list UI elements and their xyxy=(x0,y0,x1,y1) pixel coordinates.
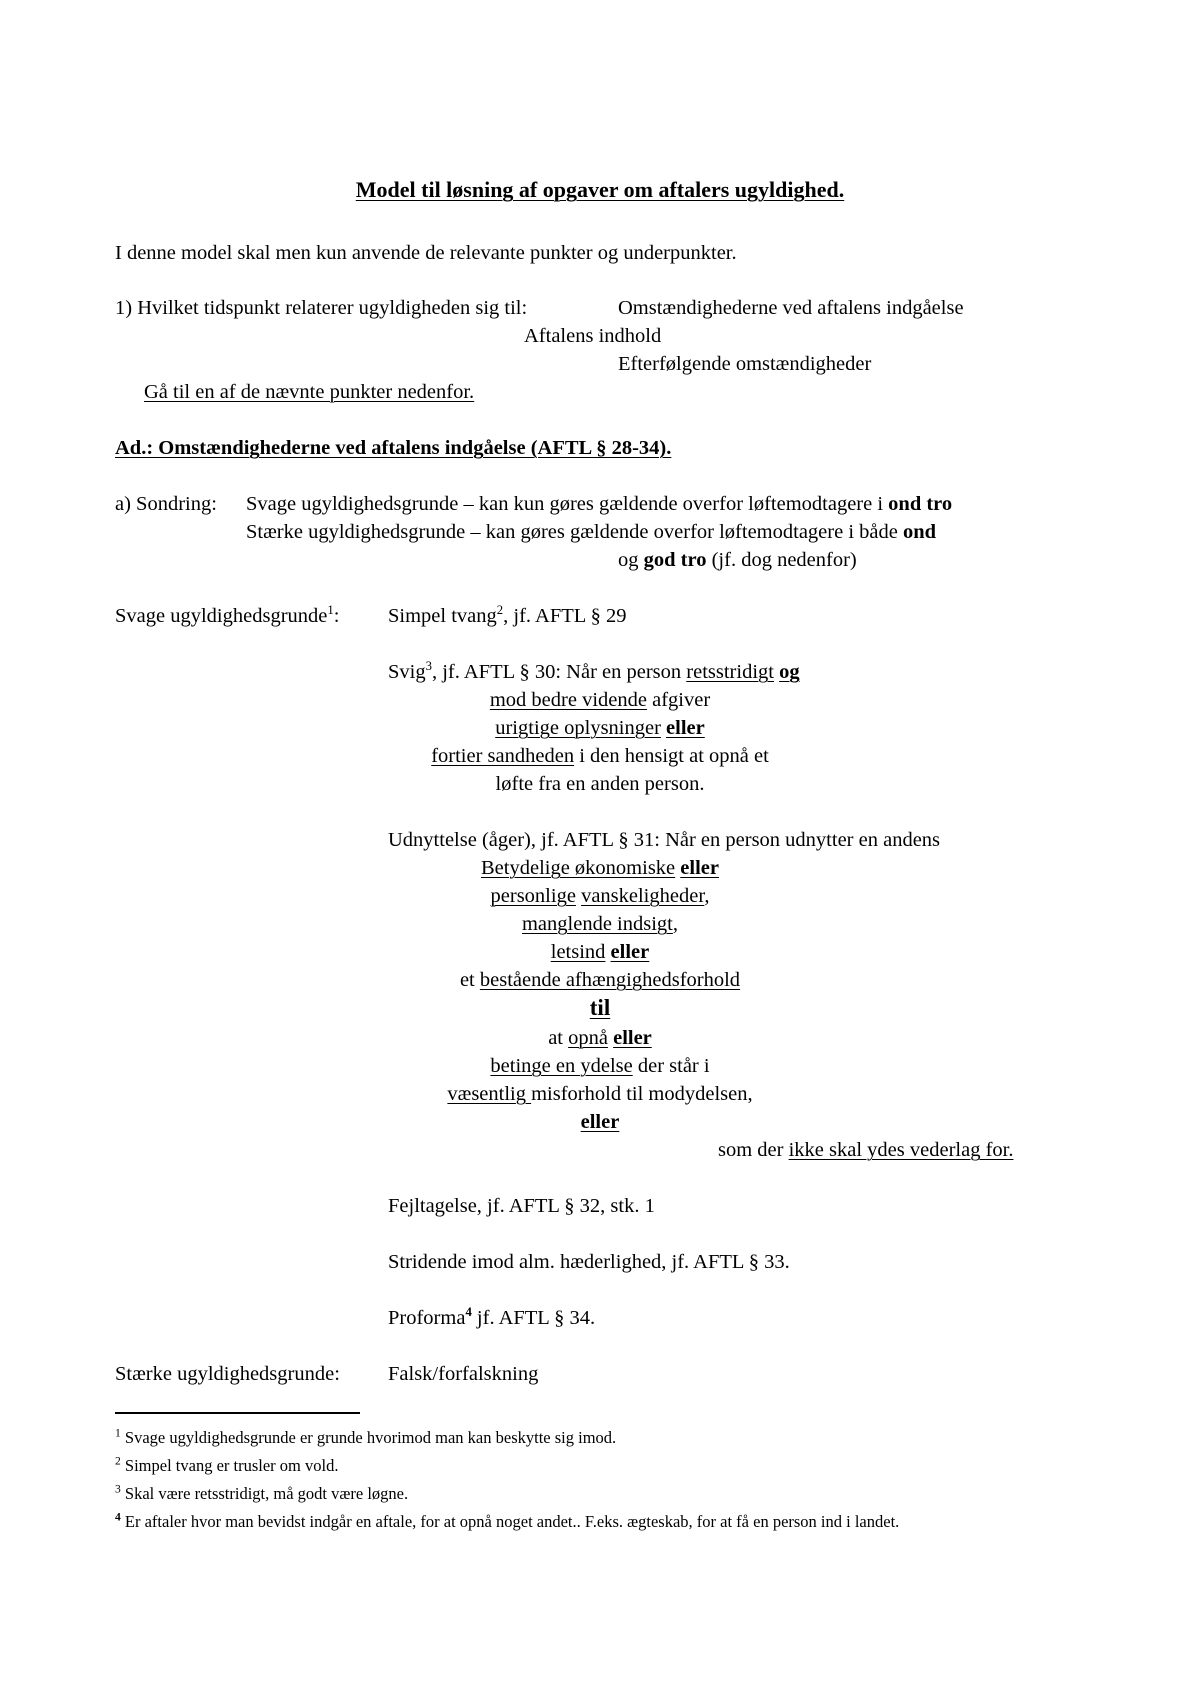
sondring-line-2: Stærke ugyldighedsgrunde – kan gøres gældende overfor løftemodtagere i både ond xyxy=(246,521,937,543)
svage-label: Svage ugyldighedsgrunde$^1$: xyxy=(115,603,340,627)
fejltagelse: Fejltagelse, jf. AFTL § 32, stk. 1 xyxy=(388,1195,655,1217)
udnyttelse-line-8: at opnå eller xyxy=(548,1027,652,1049)
footnote-1: $^1$ Svage ugyldighedsgrunde er grunde hvorimod man kan beskytte sig imod. xyxy=(115,1427,617,1447)
proforma: Proforma$^4$ jf. AFTL § 34. xyxy=(388,1305,596,1329)
intro-text: I denne model skal men kun anvende de relevante punkter og underpunkter. xyxy=(115,242,737,264)
udnyttelse-line-4: manglende indsigt, xyxy=(521,913,678,935)
sondring-line-3: og god tro (jf. dog nedenfor) xyxy=(618,549,857,571)
q1-label: 1) Hvilket tidspunkt relaterer ugyldigheden sig til: xyxy=(115,297,528,319)
simpel-tvang: Simpel tvang$^2$, jf. AFTL § 29 xyxy=(388,603,627,627)
udnyttelse-line-7: til xyxy=(589,995,611,1020)
document-title: Model til løsning af opgaver om aftalers ugyldighed. xyxy=(355,177,845,202)
udnyttelse-line-10: væsentlig misforhold til modydelsen, xyxy=(447,1083,753,1105)
footnote-3: $^3$ Skal være retsstridigt, må godt være løgne. xyxy=(115,1483,409,1503)
udnyttelse-line-12: som der ikke skal ydes vederlag for. xyxy=(718,1139,1014,1161)
svig-line-2: mod bedre vidende afgiver xyxy=(489,689,711,711)
stridende: Stridende imod alm. hæderlighed, jf. AFTL § 33. xyxy=(388,1251,790,1273)
staerke-label: Stærke ugyldighedsgrunde: xyxy=(115,1363,340,1385)
q1-option-2: Aftalens indhold xyxy=(524,325,662,347)
udnyttelse-line-6: et bestående afhængighedsforhold xyxy=(459,969,741,991)
footnote-separator xyxy=(115,1412,360,1414)
svig-line-4: fortier sandheden i den hensigt at opnå et xyxy=(431,745,769,767)
staerke-value: Falsk/forfalskning xyxy=(388,1363,539,1385)
section-heading: Ad.: Omstændighederne ved aftalens indgåelse (AFTL § 28-34). xyxy=(115,437,672,459)
sondring-label: a) Sondring: xyxy=(115,493,217,515)
udnyttelse-line-9: betinge en ydelse der står i xyxy=(490,1055,710,1077)
svig-line-3: urigtige oplysninger eller xyxy=(495,717,705,739)
q1-option-1: Omstændighederne ved aftalens indgåelse xyxy=(618,297,964,319)
sondring-line-1: Svage ugyldighedsgrunde – kan kun gøres gældende overfor løftemodtagere i ond tro xyxy=(246,493,953,515)
udnyttelse-line-3: personlige vanskeligheder, xyxy=(490,885,710,907)
udnyttelse-line-2: Betydelige økonomiske eller xyxy=(481,857,719,879)
q1-goto-instruction: Gå til en af de nævnte punkter nedenfor. xyxy=(144,381,475,403)
footnote-2: $^2$ Simpel tvang er trusler om vold. xyxy=(115,1455,339,1475)
udnyttelse-heading: Udnyttelse (åger), jf. AFTL § 31: Når en person udnytter en andens xyxy=(388,829,941,851)
svig-heading: Svig$^3$, jf. AFTL § 30: Når en person retsstridigt og xyxy=(388,659,800,683)
udnyttelse-line-5: letsind eller xyxy=(550,941,650,963)
udnyttelse-line-11: eller xyxy=(580,1111,620,1133)
svig-line-5: løfte fra en anden person. xyxy=(495,773,705,795)
q1-option-3: Efterfølgende omstændigheder xyxy=(618,353,872,375)
footnote-4: $^4$ Er aftaler hvor man bevidst indgår en aftale, for at opnå noget andet.. F.eks. ægteskab, for at få en person ind i landet. xyxy=(115,1511,900,1531)
